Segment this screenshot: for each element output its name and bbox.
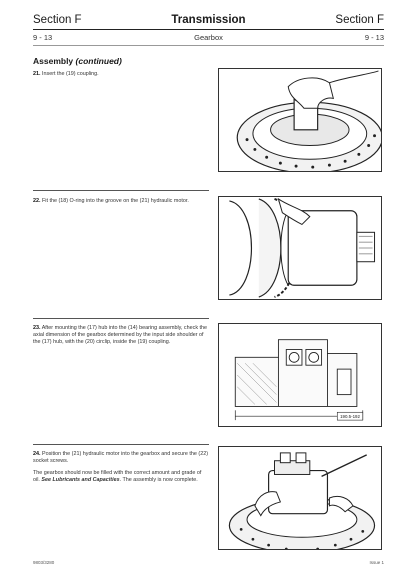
step-number: 22. bbox=[33, 198, 41, 204]
note-text: The gearbox should now be filled with the correct amount and grade of oil. bbox=[33, 470, 202, 484]
figure-mount-motor bbox=[218, 446, 382, 550]
step-separator bbox=[33, 444, 209, 445]
issue-label: Issue 1 bbox=[369, 560, 384, 565]
step-text: Fit the (18) O-ring into the groove on the (21) hydraulic motor. bbox=[42, 198, 189, 204]
step-number: 24. bbox=[33, 451, 41, 457]
section-heading bbox=[33, 56, 122, 66]
step-23 bbox=[33, 325, 209, 351]
step-text: After mounting the (17) hub into the (14) bearing assembly, check the axial dimension of the gearbox determined by the input side shoulder of the (17) hub, with the (20) circlip, inside the (19) coupling. bbox=[33, 325, 208, 346]
figure-axial-dimension bbox=[218, 323, 382, 427]
figure-fit-o-ring bbox=[218, 196, 382, 300]
note-see: See bbox=[41, 477, 53, 484]
section-heading-main: Assembly bbox=[33, 56, 74, 66]
section-label-left: Section F bbox=[33, 14, 82, 26]
dimension-label: 190.5-192 bbox=[340, 414, 360, 420]
step-separator bbox=[33, 190, 209, 191]
step-separator bbox=[33, 318, 209, 319]
page-subtitle: Gearbox bbox=[194, 33, 223, 42]
step-number: 21. bbox=[33, 71, 41, 77]
cross-section-illustration bbox=[219, 324, 381, 426]
figure-insert-coupling bbox=[218, 68, 382, 172]
note-end: . The assembly is now complete. bbox=[119, 477, 198, 484]
step-number: 23. bbox=[33, 325, 41, 331]
page-number-left: 9 - 13 bbox=[33, 33, 53, 42]
step-text: Insert the (19) coupling. bbox=[42, 71, 99, 77]
section-label-right: Section F bbox=[335, 14, 384, 26]
page-title: Transmission bbox=[171, 14, 246, 26]
lubricants-reference: Lubricants and Capacities bbox=[52, 477, 120, 484]
step-text: Position the (21) hydraulic motor into the gearbox and secure the (22) socket screws. bbox=[33, 451, 209, 465]
step-21 bbox=[33, 71, 209, 83]
step-22 bbox=[33, 198, 209, 210]
o-ring-illustration bbox=[219, 197, 381, 299]
page-number-right: 9 - 13 bbox=[364, 33, 384, 42]
coupling-illustration bbox=[219, 69, 381, 171]
page-header bbox=[33, 14, 384, 27]
motor-mount-illustration bbox=[219, 447, 381, 549]
sub-header-rule bbox=[33, 45, 384, 46]
sub-header bbox=[33, 33, 384, 43]
section-heading-suffix: (continued) bbox=[75, 56, 122, 66]
document-number: 9803/3280 bbox=[33, 560, 55, 565]
header-rule bbox=[33, 29, 384, 30]
step-24 bbox=[33, 451, 209, 489]
